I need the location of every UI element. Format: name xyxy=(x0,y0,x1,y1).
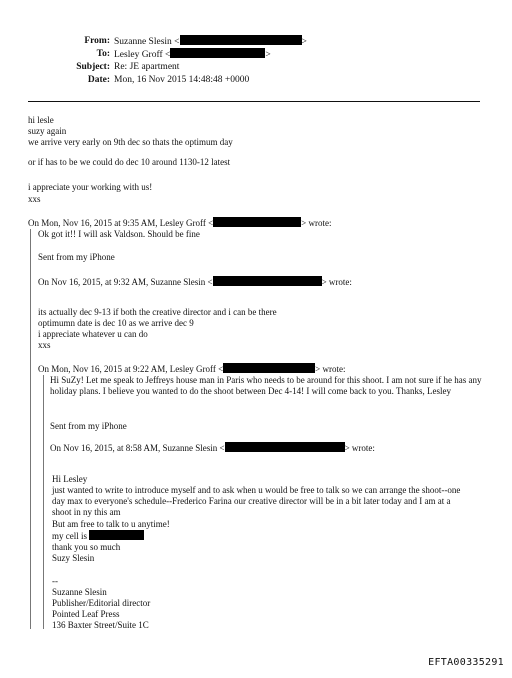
signature-line: Sent from my iPhone xyxy=(38,252,115,262)
body-line: we arrive very early on 9th dec so thats the optimum day xyxy=(28,137,233,147)
redaction-box xyxy=(213,276,322,286)
redaction-box xyxy=(170,48,265,58)
from-value: Suzanne Slesin < > xyxy=(114,37,307,47)
quote-attribution: On Nov 16, 2015, at 9:32 AM, Suzanne Slesin < > wrote: xyxy=(38,277,352,287)
body-line: thank you so much xyxy=(52,542,121,552)
quote-attribution: On Nov 16, 2015, at 8:58 AM, Suzanne Slesin < > wrote: xyxy=(50,443,375,453)
to-value: Lesley Groff < > xyxy=(114,50,271,60)
signature-separator: -- xyxy=(52,576,58,586)
body-line: xxs xyxy=(38,340,51,350)
body-line: my cell is xyxy=(52,530,144,542)
signature-line: Pointed Leaf Press xyxy=(52,609,120,619)
redaction-box xyxy=(89,530,144,540)
redaction-box xyxy=(213,217,301,227)
quote-body: Ok got it!! I will ask Valdson. Should be fine xyxy=(38,229,200,239)
body-line: xxs xyxy=(28,194,41,204)
signature-line: Sent from my iPhone xyxy=(50,421,127,431)
bates-number: EFTA00335291 xyxy=(428,657,504,668)
body-line: its actually dec 9-13 if both the creative director and i can be there xyxy=(38,307,277,317)
redaction-box xyxy=(180,35,302,45)
body-line: suzy again xyxy=(28,126,67,136)
quote-bar xyxy=(30,229,31,629)
quote-body: Hi SuZy! Let me speak to Jeffreys house man in Paris who needs to be around for this shoot. I am not sure if he has any holiday plans. I believe you wanted to do the shoot between Dec 4-14! I will come back to you. Thanks, Lesley xyxy=(50,375,482,397)
body-line: optimumn date is dec 10 as we arrive dec 9 xyxy=(38,318,194,328)
signature-line: 136 Baxter Street/Suite 1C xyxy=(52,620,149,630)
date-label: Date: xyxy=(87,75,110,85)
body-line: But am free to talk to u anytime! xyxy=(52,519,170,529)
subject-label: Subject: xyxy=(76,62,110,72)
signature-line: Suzanne Slesin xyxy=(52,587,107,597)
quote-bar xyxy=(43,375,44,629)
signature-line: Publisher/Editorial director xyxy=(52,598,151,608)
subject-value: Re: JE apartment xyxy=(114,62,180,72)
body-line: i appreciate your working with us! xyxy=(28,182,153,192)
body-line: i appreciate whatever u can do xyxy=(38,329,148,339)
body-paragraph: just wanted to write to introduce myself and to ask when u would be free to talk so we can arrange the shoot--one day max to everyone's schedule--Frederico Farina our creative director will be in a bit later today and I am at a shoot in ny this am xyxy=(52,485,461,518)
redaction-box xyxy=(223,363,315,373)
from-label: From: xyxy=(84,36,110,46)
to-label: To: xyxy=(96,49,110,59)
redaction-box xyxy=(225,442,345,452)
quote-attribution: On Mon, Nov 16, 2015 at 9:35 AM, Lesley Groff < > wrote: xyxy=(28,218,332,228)
body-line: hi lesle xyxy=(28,115,54,125)
quote-attribution: On Mon, Nov 16, 2015 at 9:22 AM, Lesley Groff < > wrote: xyxy=(38,364,346,374)
body-line: Suzy Slesin xyxy=(52,553,95,563)
body-line: or if has to be we could do dec 10 around 1130-12 latest xyxy=(28,157,231,167)
header-divider xyxy=(28,101,480,102)
body-line: Hi Lesley xyxy=(52,474,88,484)
date-value: Mon, 16 Nov 2015 14:48:48 +0000 xyxy=(114,75,250,85)
